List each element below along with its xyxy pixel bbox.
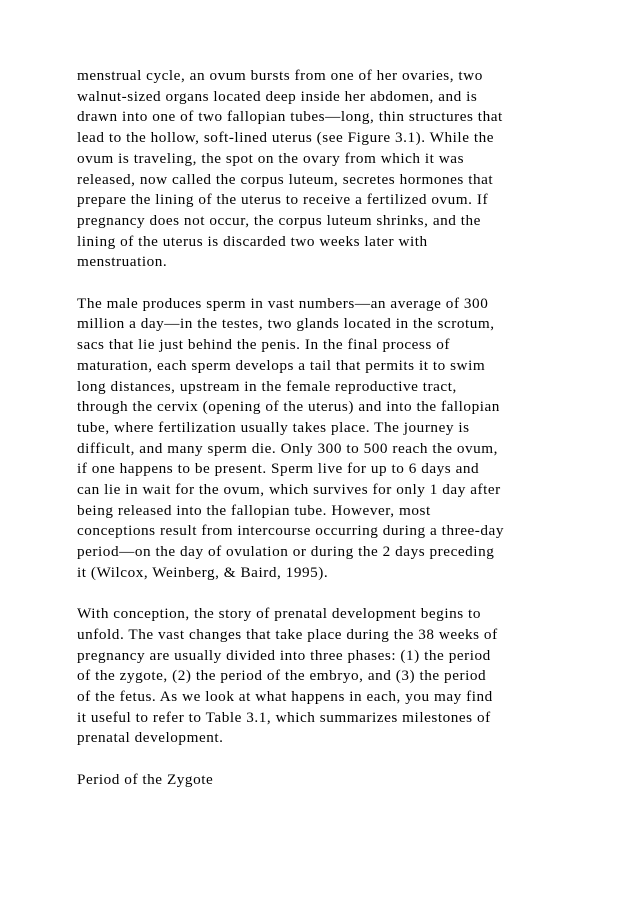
text-line: pregnancy are usually divided into three phases: (1) the period bbox=[77, 646, 491, 664]
paragraph-conception bbox=[77, 604, 597, 749]
paragraph-ovulation bbox=[77, 66, 597, 273]
text-line: With conception, the story of prenatal development begins to bbox=[77, 605, 481, 623]
text-line: through the cervix (opening of the uterus) and into the fallopian bbox=[77, 398, 500, 416]
text-line: sacs that lie just behind the penis. In the final process of bbox=[77, 336, 450, 354]
text-line: of the fetus. As we look at what happens in each, you may find bbox=[77, 688, 493, 706]
paragraph-spacer bbox=[77, 584, 597, 605]
text-line: tube, where fertilization usually takes place. The journey is bbox=[77, 418, 470, 436]
text-line: million a day—in the testes, two glands located in the scrotum, bbox=[77, 315, 495, 333]
text-line: period—on the day of ovulation or during the 2 days preceding bbox=[77, 543, 495, 561]
paragraph-sperm bbox=[77, 294, 597, 584]
text-line: can lie in wait for the ovum, which survives for only 1 day after bbox=[77, 481, 501, 499]
section-heading-text: Period of the Zygote bbox=[77, 770, 214, 788]
text-line: it useful to refer to Table 3.1, which summarizes milestones of bbox=[77, 708, 491, 726]
text-line: walnut-sized organs located deep inside her abdomen, and is bbox=[77, 87, 478, 105]
text-line: conceptions result from intercourse occurring during a three-day bbox=[77, 522, 504, 540]
text-line: difficult, and many sperm die. Only 300 to 500 reach the ovum, bbox=[77, 439, 499, 457]
text-line: The male produces sperm in vast numbers—an average of 300 bbox=[77, 294, 489, 312]
text-line: of the zygote, (2) the period of the embryo, and (3) the period bbox=[77, 667, 487, 685]
section-heading-zygote bbox=[77, 770, 597, 791]
text-line: unfold. The vast changes that take place during the 38 weeks of bbox=[77, 625, 498, 643]
text-line: long distances, upstream in the female reproductive tract, bbox=[77, 377, 457, 395]
text-line: it (Wilcox, Weinberg, & Baird, 1995). bbox=[77, 563, 329, 581]
document-body bbox=[77, 66, 597, 791]
text-line: drawn into one of two fallopian tubes—long, thin structures that bbox=[77, 108, 503, 126]
text-line: prenatal development. bbox=[77, 729, 224, 747]
text-line: prepare the lining of the uterus to receive a fertilized ovum. If bbox=[77, 191, 489, 209]
paragraph-spacer bbox=[77, 273, 597, 294]
text-line: if one happens to be present. Sperm live for up to 6 days and bbox=[77, 460, 480, 478]
text-line: maturation, each sperm develops a tail that permits it to swim bbox=[77, 356, 486, 374]
text-line: lining of the uterus is discarded two weeks later with bbox=[77, 232, 428, 250]
text-line: being released into the fallopian tube. However, most bbox=[77, 501, 431, 519]
text-line: ovum is traveling, the spot on the ovary from which it was bbox=[77, 149, 465, 167]
text-line: released, now called the corpus luteum, secretes hormones that bbox=[77, 170, 494, 188]
text-line: menstruation. bbox=[77, 253, 168, 271]
text-line: menstrual cycle, an ovum bursts from one of her ovaries, two bbox=[77, 67, 483, 84]
text-line: pregnancy does not occur, the corpus luteum shrinks, and the bbox=[77, 211, 481, 229]
paragraph-spacer bbox=[77, 749, 597, 770]
text-line: lead to the hollow, soft-lined uterus (see Figure 3.1). While the bbox=[77, 129, 495, 147]
